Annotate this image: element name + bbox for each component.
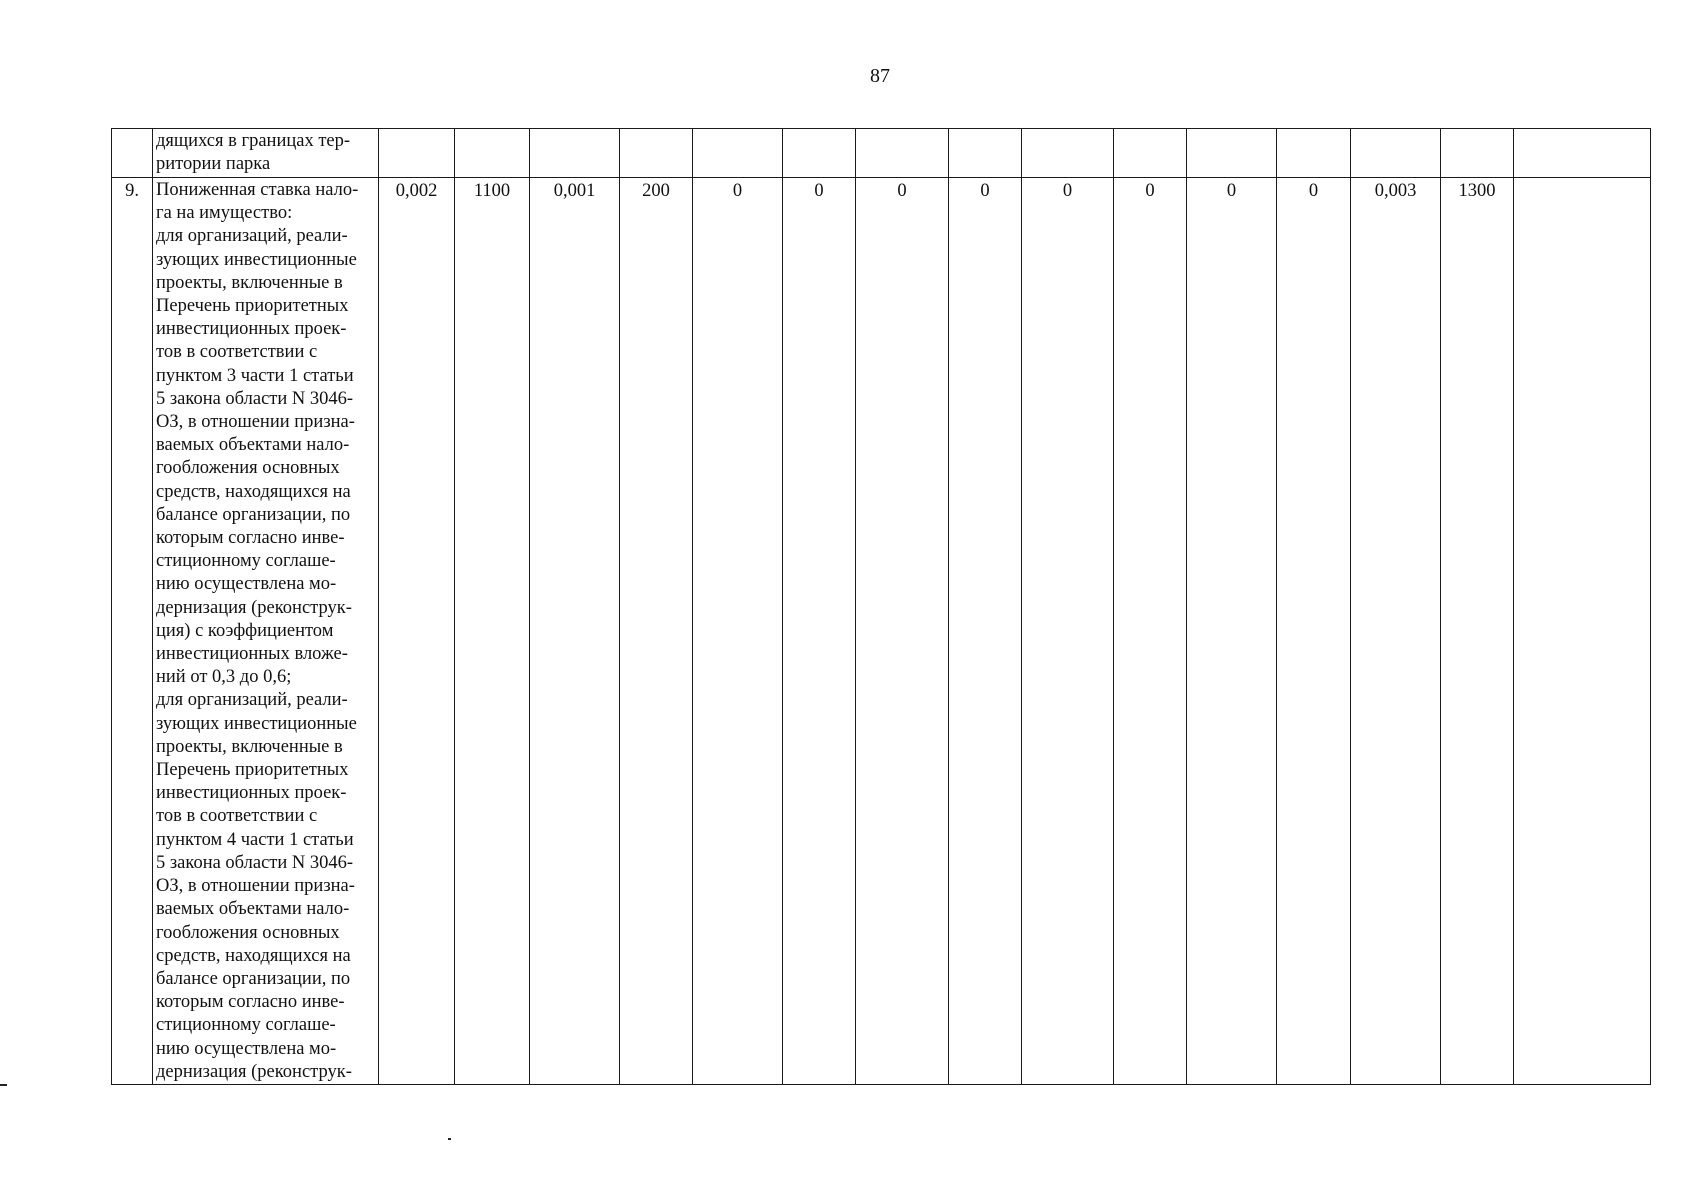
value-cell	[1022, 129, 1114, 178]
description-line: 5 закона области N 3046-	[156, 852, 354, 873]
description-line: гообложения основных	[156, 922, 340, 943]
value-cell: 0	[949, 178, 1022, 1085]
description-line: которым согласно инве-	[156, 528, 345, 549]
left-margin-mark	[0, 1084, 7, 1086]
page-number: 87	[870, 65, 890, 87]
description-cell	[153, 178, 379, 1085]
value-cell: 0	[693, 178, 783, 1085]
value-cell	[379, 129, 455, 178]
value-cell: 0,002	[379, 178, 455, 1085]
description-line: для организаций, реали-	[156, 690, 348, 711]
row-number-cell	[112, 129, 153, 178]
description-line: стиционному соглаше-	[156, 1015, 336, 1036]
description-line: тов в соответствии с	[156, 806, 318, 827]
description-line: нию осуществлена мо-	[156, 574, 337, 595]
value-cell	[1277, 129, 1351, 178]
value-cell	[1351, 129, 1441, 178]
value-cell	[455, 129, 530, 178]
value-cell	[949, 129, 1022, 178]
description-line: Пониженная ставка нало-	[156, 180, 359, 200]
description-line: 5 закона области N 3046-	[156, 388, 354, 409]
value-cell	[1441, 129, 1514, 178]
description-line: дернизация (реконструк-	[156, 597, 352, 618]
value-cell	[783, 129, 856, 178]
value-cell: 0,003	[1351, 178, 1441, 1085]
value-cell	[1514, 178, 1651, 1085]
value-cell: 1100	[455, 178, 530, 1085]
value-cell	[1187, 129, 1277, 178]
description-line: инвестиционных проек-	[156, 319, 347, 340]
description-line: проекты, включенные в	[156, 736, 343, 757]
description-line: пунктом 4 части 1 статьи	[156, 829, 354, 850]
description-line: зующих инвестиционные	[156, 249, 357, 270]
row-number-cell: 9.	[112, 178, 153, 1085]
description-line: балансе организации, по	[156, 504, 351, 525]
description-line: нию осуществлена мо-	[156, 1038, 337, 1059]
value-cell	[693, 129, 783, 178]
table-row-continuation	[112, 129, 1651, 178]
value-cell: 1300	[1441, 178, 1514, 1085]
description-line: гообложения основных	[156, 458, 340, 479]
description-line: инвестиционных вложе-	[156, 644, 348, 665]
description-line: для организаций, реали-	[156, 226, 348, 247]
description-cell	[153, 129, 379, 178]
description-line: которым согласно инве-	[156, 992, 345, 1013]
description-line: ОЗ, в отношении призна-	[156, 876, 355, 897]
description-line: ний от 0,3 до 0,6;	[156, 667, 292, 688]
description-line: Перечень приоритетных	[156, 760, 349, 781]
value-cell: 0	[1114, 178, 1187, 1085]
value-cell: 0	[1187, 178, 1277, 1085]
description-line: ОЗ, в отношении призна-	[156, 412, 355, 433]
description-line: ваемых объектами нало-	[156, 435, 350, 456]
description-line: ваемых объектами нало-	[156, 899, 350, 920]
value-cell: 0	[1022, 178, 1114, 1085]
description-line: зующих инвестиционные	[156, 713, 357, 734]
scan-speck	[448, 1138, 451, 1140]
description-line: средств, находящихся на	[156, 481, 351, 502]
value-cell	[530, 129, 620, 178]
value-cell: 0	[856, 178, 949, 1085]
description-line: дернизация (реконструк-	[156, 1061, 352, 1082]
table-row-9	[112, 178, 1651, 1085]
value-cell	[856, 129, 949, 178]
description-line: средств, находящихся на	[156, 945, 351, 966]
data-table	[111, 128, 1651, 1085]
description-line: стиционному соглаше-	[156, 551, 336, 572]
description-line: инвестиционных проек-	[156, 783, 347, 804]
value-cell: 0,001	[530, 178, 620, 1085]
description-line: Перечень приоритетных	[156, 296, 349, 317]
description-line: дящихся в границах тер-	[156, 131, 351, 151]
value-cell	[1514, 129, 1651, 178]
value-cell: 0	[783, 178, 856, 1085]
description-line: ция) с коэффициентом	[156, 620, 334, 641]
value-cell: 0	[1277, 178, 1351, 1085]
description-line: проекты, включенные в	[156, 272, 343, 293]
description-line: пунктом 3 части 1 статьи	[156, 365, 354, 386]
value-cell	[620, 129, 693, 178]
description-line: га на имущество:	[156, 203, 293, 224]
description-line: тов в соответствии с	[156, 342, 318, 363]
description-line: ритории парка	[156, 154, 271, 175]
value-cell	[1114, 129, 1187, 178]
description-line: балансе организации, по	[156, 968, 351, 989]
value-cell: 200	[620, 178, 693, 1085]
